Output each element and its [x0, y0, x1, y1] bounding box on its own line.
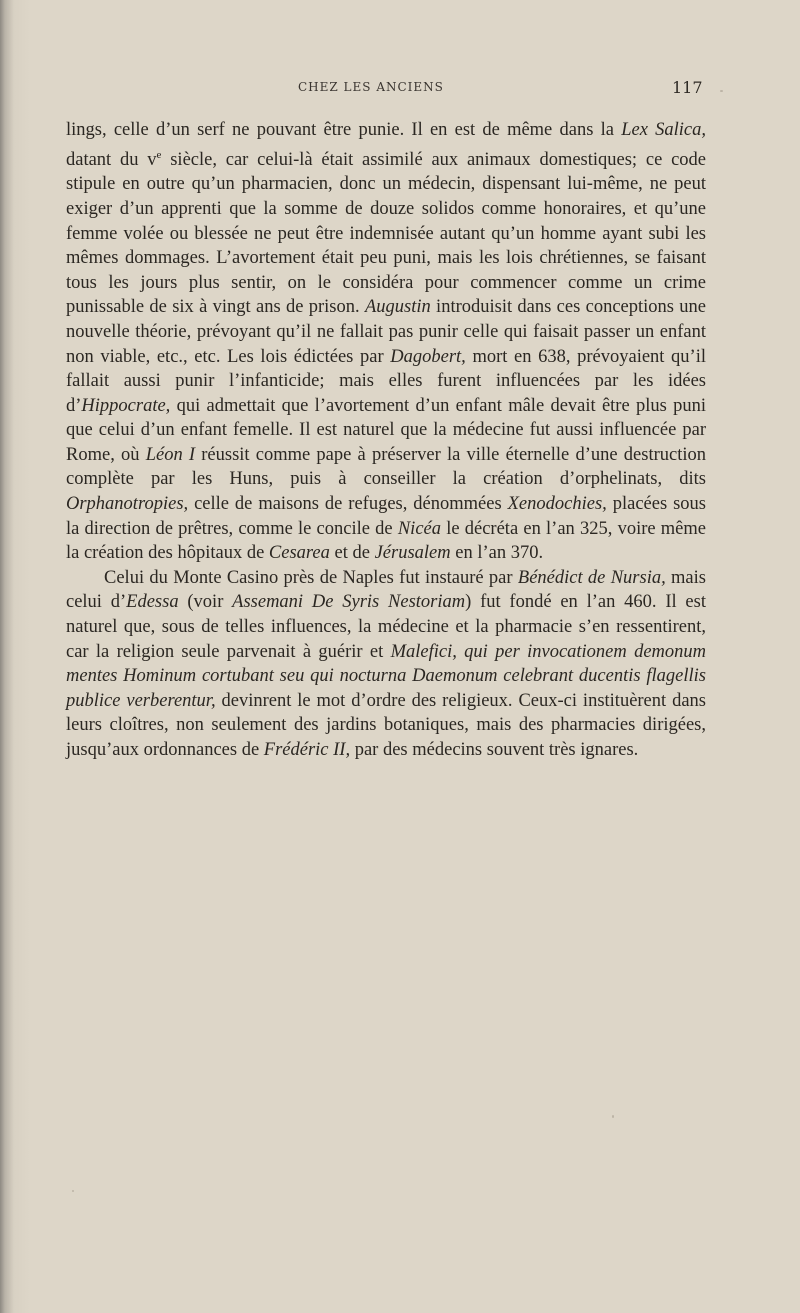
italic-text: Edessa [126, 592, 179, 613]
text-run: ) fut fondé en l’an 460. Il est naturel que, sous de telles influences, la médecine et la pharmacie s’en ressentirent, car la religion seule parvenait à guérir et [66, 592, 706, 662]
text-run: et de [329, 543, 375, 564]
text-run: lings, celle d’un serf ne pouvant être punie. Il en est de même dans la [66, 120, 622, 140]
text-run: datant du v [66, 149, 157, 170]
superscript-text: e [156, 148, 162, 161]
italic-text: Lex Salica, [621, 120, 706, 140]
text-run: Celui du Monte Casino près de Naples fut instauré par [104, 567, 518, 588]
italic-text: Augustin [364, 297, 431, 318]
italic-text: Frédéric II, [263, 740, 351, 760]
italic-text: Bénédict de Nursia, [517, 567, 666, 588]
paragraph-1 [66, 118, 706, 566]
italic-text: Orphanotropies, [66, 494, 189, 515]
italic-text: Cesarea [268, 543, 330, 564]
text-run: devinrent le mot d’ordre des religieux. Ceux-ci instituèrent dans leurs cloîtres, non seulement des jardins botaniques, mais des pharmacies dirigées, jusqu’aux ordonnances de [66, 690, 706, 760]
text-run: celle de maisons de refuges, dénommées [188, 494, 508, 515]
running-header [0, 80, 800, 100]
text-run: en l’an 370. [450, 543, 544, 564]
page-number: 117 [672, 78, 703, 97]
paper-speck [720, 90, 723, 92]
text-run: par des médecins souvent très ignares. [350, 740, 639, 760]
body-text [66, 118, 706, 763]
italic-text: Léon I [145, 444, 196, 465]
italic-text: Nicéa [397, 518, 441, 539]
text-run: mort en 638, prévoyaient qu’il fallait aussi punir l’infanticide; mais elles furent influencées par les idées d’ [66, 346, 707, 416]
paper-speck [612, 1115, 614, 1118]
italic-text: Xenodochies, [507, 494, 607, 515]
text-run: siècle, car celui-là était assimilé aux animaux domestiques; ce code stipule en outre qu’un pharmacien, donc un médecin, dispensant lui-même, ne peut exiger d’un apprenti que la somme de douze solidos comme honoraires, et qu’une femme volée ou blessée ne peut être indemnisée autant qu’un homme ayant subi les mêmes dommages. L’avortement était peu puni, mais les lois chrétiennes, se faisant tous les jours plus sentir, on le considéra pour commencer comme un crime punissable de six à vingt ans de prison. [66, 149, 707, 318]
italic-text: Assemani De Syris Nestoriam [232, 592, 466, 613]
text-run: introduisit dans ces conceptions une nouvelle théorie, prévoyant qu’il ne fallait pas punir celle qui faisait passer un enfant non viable, etc., etc. Les lois édictées par [66, 297, 706, 367]
text-run: qui admettait que l’avortement d’un enfant mâle devait être plus puni que celui d’un enfant femelle. Il est naturel que la médecine fut aussi influencée par Rome, où [66, 395, 706, 465]
text-run: réussit comme pape à préserver la ville éternelle d’une destruction complète par les Huns, puis à conseiller la création d’orphelinats, dits [66, 444, 706, 490]
text-run: placées sous la direction de prêtres, comme le concile de [66, 494, 706, 539]
text-run: (voir [178, 592, 233, 613]
paper-speck [72, 1190, 74, 1192]
running-title: CHEZ LES ANCIENS [298, 80, 444, 94]
italic-text: Jérusalem [374, 543, 451, 564]
italic-text: Hippocrate, [81, 395, 171, 416]
text-run: mais celui d’ [66, 567, 706, 613]
italic-text: Malefici, qui per invocationem demonum mentes Hominum cortubant seu qui nocturna Daemonum celebrant ducentis flagellis publice verberentur, [66, 641, 707, 711]
italic-text: Dagobert, [390, 346, 466, 367]
text-run: le décréta en l’an 325, voire même la création des hôpitaux de [66, 518, 706, 564]
paragraph-2 [66, 566, 706, 763]
